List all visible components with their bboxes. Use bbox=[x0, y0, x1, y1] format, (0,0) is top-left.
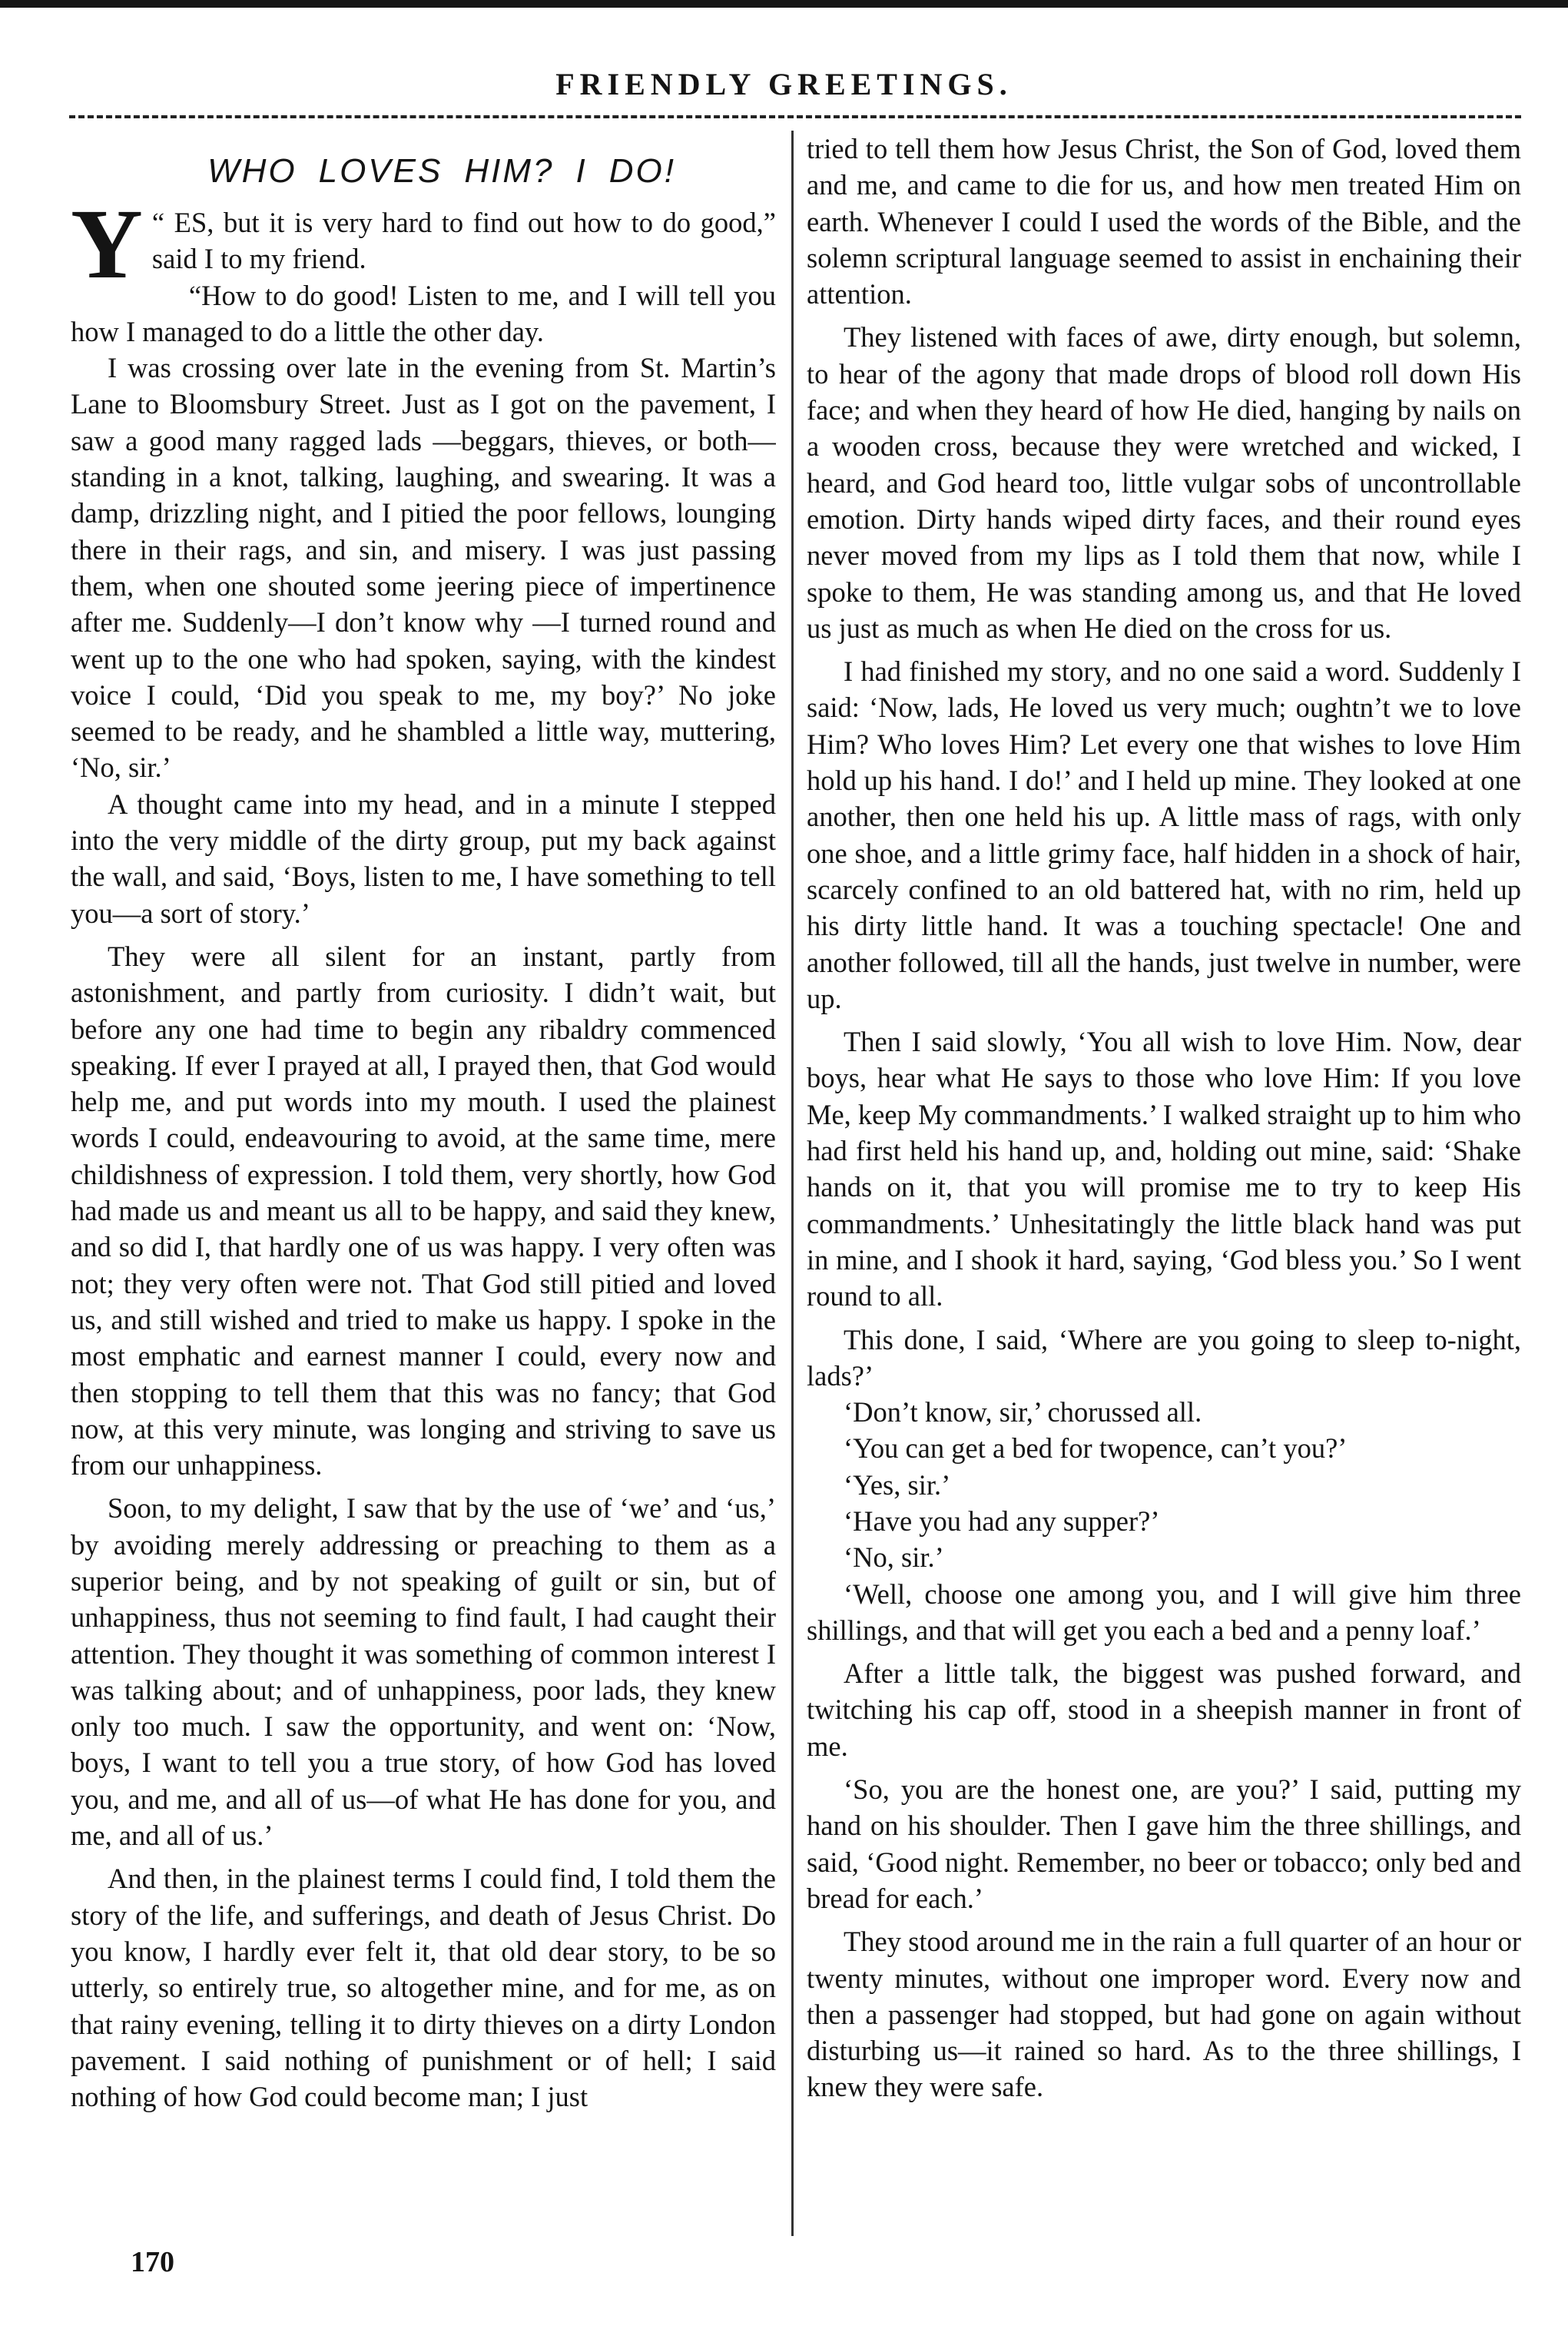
paragraph: ‘Don’t know, sir,’ chorussed all. bbox=[844, 1396, 1202, 1428]
paragraph: Then I said slowly, ‘You all wish to love Him. Now, dear boys, hear what He says to those who love Him: If you love Me, keep My commandments.’ I walked straight up to him who had first held his hand up, and, holding out mine, said: ‘Shake hands on it, that you will promise me to try to keep His commandments.’ Unhesitatingly the little black hand was put in mine, and I shook it hard, saying, ‘God bless you.’ So I went round to all. bbox=[807, 1026, 1521, 1312]
paragraph: I had finished my story, and no one said a word. Suddenly I said: ‘Now, lads, He loved us very much; oughtn’t we to love Him? Who loves Him? Let every one that wishes to love Him hold up his hand. I do!’ and I held up mine. They looked at one another, then one held his up. A little mass of rags, with only one shoe, and a little grimy face, half hidden in a shock of hair, scarcely confined to an old battered hat, with no rim, held up his dirty little hand. It was a touching spectacle! One and another followed, till all the hands, just twelve in number, were up. bbox=[807, 655, 1521, 1014]
title-word: LOVES bbox=[318, 152, 443, 190]
paragraph: And then, in the plainest terms I could find, I told them the story of the life, and sufferings, and death of Jesus Christ. Do you know, I hardly ever felt it, that old dear story, to be so utterly, so entirely true, so altogether mine, and for me, as on that rainy evening, telling it to dirty thieves on a dirty London pavement. I said nothing of punishment or of hell; I said nothing of how God could become man; I just bbox=[71, 1863, 776, 2113]
paragraph: ‘Have you had any supper?’ bbox=[844, 1505, 1160, 1537]
drop-cap: Y bbox=[71, 189, 143, 300]
paragraph: ‘Yes, sir.’ bbox=[844, 1468, 951, 1501]
title-word: I bbox=[575, 152, 588, 190]
column-divider bbox=[791, 131, 794, 2236]
title-word: WHO bbox=[207, 152, 297, 190]
paragraph: Soon, to my delight, I saw that by the use of ‘we’ and ‘us,’ by avoiding merely addressing or preaching to them as a superior being, and by not speaking of guilt or sin, but of unhappiness, thus not seeming to find fault, I had caught their attention. They thought it was something of common interest I was talking about; and of unhappiness, poor lads, they knew only too much. I saw the opportunity, and went on: ‘Now, boys, I want to tell you a true story, of how God has loved you, and me, and all of us—of what He has done for you, and me, and all of us.’ bbox=[71, 1492, 776, 1852]
paragraph: After a little talk, the biggest was pushed forward, and twitching his cap off, stood in a sheepish manner in front of me. bbox=[807, 1657, 1521, 1762]
page-number: 170 bbox=[131, 2246, 174, 2278]
article-title bbox=[71, 138, 776, 204]
running-head: FRIENDLY GREETINGS. bbox=[555, 67, 1013, 101]
paragraph: “How to do good! Listen to me, and I will tell you how I managed to do a little the other day. bbox=[71, 279, 776, 347]
paragraph: ‘Well, choose one among you, and I will give him three shillings, and that will get you each a bed and a penny loaf.’ bbox=[807, 1578, 1521, 1646]
paragraph: They stood around me in the rain a full quarter of an hour or twenty minutes, without one improper word. Every now and then a passenger had stopped, but had gone on again without disturbing us—it rained so hard. As to the three shillings, I knew they were safe. bbox=[807, 1926, 1521, 2103]
paragraph: tried to tell them how Jesus Christ, the Son of God, loved them and me, and came to die for us, and how men treated Him on earth. Whenever I could I used the words of the Bible, and the solemn scriptural language seemed to assist in enchaining their attention. bbox=[807, 133, 1521, 310]
header-dashed-rule bbox=[69, 115, 1521, 118]
opening-quote: “ bbox=[151, 207, 165, 238]
right-column bbox=[807, 131, 1521, 2221]
top-border-rule bbox=[0, 0, 1568, 8]
left-column bbox=[71, 138, 776, 2228]
paragraph: A thought came into my head, and in a minute I stepped into the very middle of the dirty group, put my back against the wall, and said, ‘Boys, listen to me, I have something to tell you—a sort of story.’ bbox=[71, 788, 776, 929]
title-word: DO! bbox=[608, 152, 676, 190]
paragraph: ‘So, you are the honest one, are you?’ I said, putting my hand on his shoulder. Then I gave him the three shillings, and said, ‘Good night. Remember, no beer or tobacco; only bed and bread for each.’ bbox=[807, 1773, 1521, 1914]
paragraph: ‘No, sir.’ bbox=[844, 1541, 944, 1574]
title-word: HIM? bbox=[464, 152, 555, 190]
paragraph: This done, I said, ‘Where are you going to sleep to-night, lads?’ bbox=[807, 1323, 1521, 1392]
paragraph: I was crossing over late in the evening from St. Martin’s Lane to Bloomsbury Street. Just as I got on the pavement, I saw a good many ragged lads —beggars, thieves, or both—standing in a knot, talking, laughing, and swearing. It was a damp, drizzling night, and I pitied the poor fellows, lounging there in their rags, and sin, and misery. I was just passing them, when one shouted some jeering piece of impertinence after me. Suddenly—I don’t know why —I turned round and went up to the one who had spoken, saying, with the kindest voice I could, ‘Did you speak to me, my boy?’ No joke seemed to be ready, and he shambled a little way, muttering, ‘No, sir.’ bbox=[71, 352, 776, 784]
paragraph: ‘You can get a bed for twopence, can’t you?’ bbox=[844, 1432, 1348, 1465]
paragraph bbox=[71, 189, 776, 300]
paragraph-text: ES, but it is very hard to find out how to do good,” said I to my friend. bbox=[151, 207, 776, 275]
paragraph: They listened with faces of awe, dirty enough, but solemn, to hear of the agony that made drops of blood roll down His face; and when they heard of how He died, hanging by nails on a wooden cross, because they were wretched and wicked, I heard, and God heard too, little vulgar sobs of uncontrollable emotion. Dirty hands wiped dirty faces, and their round eyes never moved from my lips as I told them that now, while I spoke to them, He was standing among us, and that He loved us just as much as when He died on the cross for us. bbox=[807, 321, 1521, 644]
paragraph: They were all silent for an instant, partly from astonishment, and partly from curiosity. I didn’t wait, but before any one had time to begin any ribaldry commenced speaking. If ever I prayed at all, I prayed then, that God would help me, and put words into my mouth. I used the plainest words I could, endeavouring to avoid, at the same time, mere childishness of expression. I told them, very shortly, how God had made us and meant us all to be happy, and said they knew, and so did I, that hardly one of us was happy. I very often was not; they very often were not. That God still pitied and loved us, and still wished and tried to make us happy. I spoke in the most emphatic and earnest manner I could, every now and then stopping to tell them that this was no fancy; that God now, at this very minute, was longing and striving to save us from our unhappiness. bbox=[71, 940, 776, 1481]
